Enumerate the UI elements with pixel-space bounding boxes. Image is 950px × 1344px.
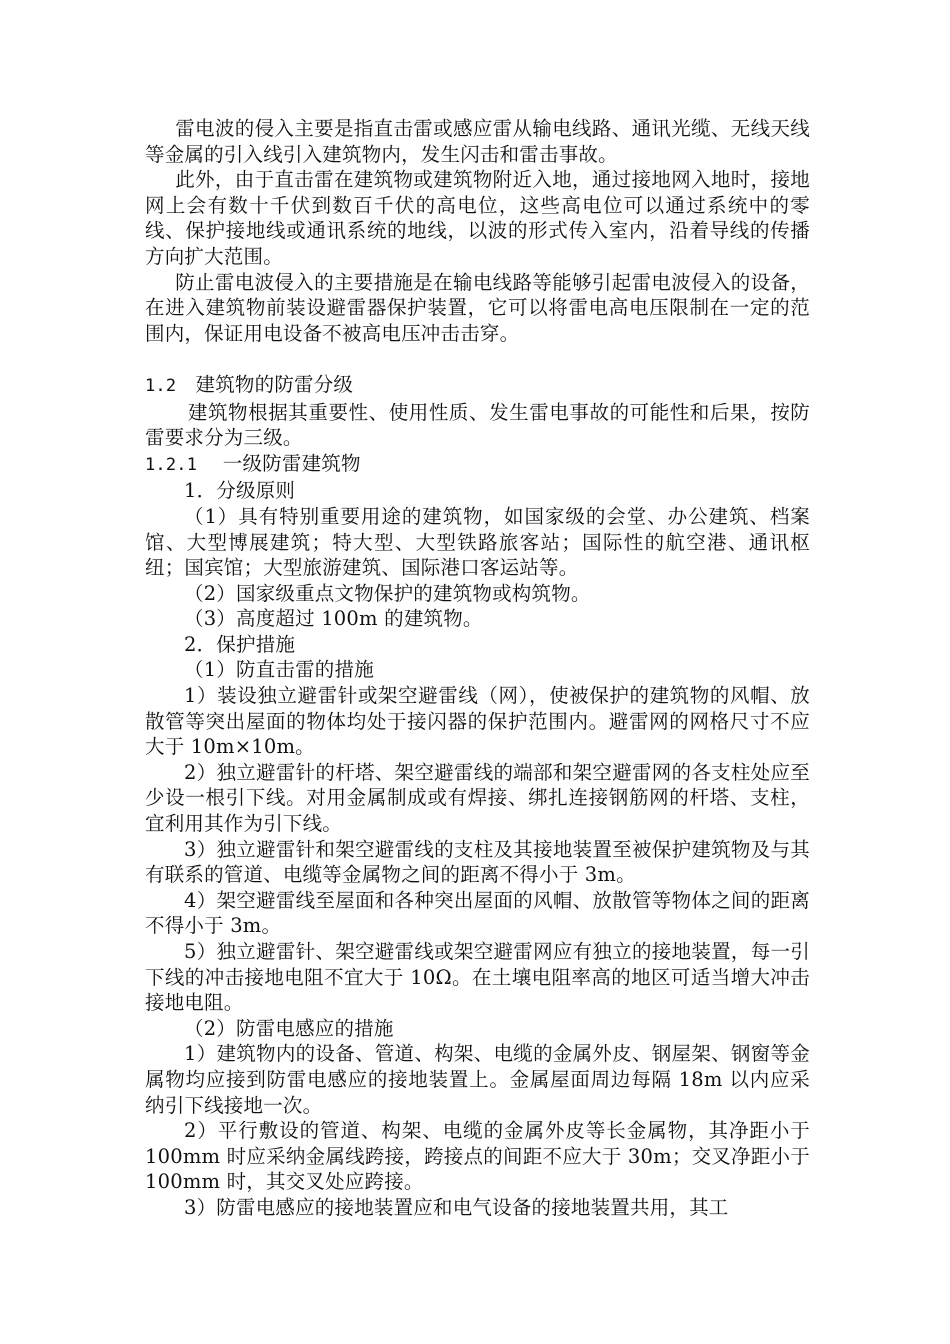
direct-point-4: 4）架空避雷线至屋面和各种突出屋面的风帽、放散管等物体之间的距离不得小于 3m。 bbox=[145, 888, 810, 938]
section-title: 建筑物的防雷分级 bbox=[195, 372, 354, 396]
induction-heading: （2）防雷电感应的措施 bbox=[184, 1016, 394, 1040]
section-number: 1.2.1 bbox=[145, 454, 198, 475]
section-title: 一级防雷建筑物 bbox=[222, 451, 361, 475]
direct-point-5: 5）独立避雷针、架空避雷线或架空避雷网应有独立的接地装置，每一引下线的冲击接地电阻不宜大于 10Ω。在土壤电阻率高的地区可适当增大冲击接地电阻。 bbox=[145, 940, 810, 1015]
induction-point-1: 1）建筑物内的设备、管道、构架、电缆的金属外皮、钢屋架、钢窗等金属物均应接到防雷电感应的接地装置上。金属屋面周边每隔 18m 以内应采纳引下线接地一次。 bbox=[145, 1042, 810, 1117]
blank-line bbox=[145, 346, 810, 372]
intro-paragraph-1: 雷电波的侵入主要是指直击雷或感应雷从输电线路、通讯光缆、无线天线等金属的引入线引入建筑物内，发生闪击和雷击事故。 bbox=[145, 117, 810, 166]
intro-paragraph-3: 防止雷电波侵入的主要措施是在输电线路等能够引起雷电波侵入的设备，在进入建筑物前装设避雷器保护装置，它可以将雷电高电压限制在一定的范围内，保证用电设备不被高电压冲击击穿。 bbox=[145, 270, 810, 345]
document-page bbox=[145, 116, 810, 1221]
section-heading-1-2-1 bbox=[145, 451, 810, 479]
section-1-2-body: 建筑物根据其重要性、使用性质、发生雷电事故的可能性和后果，按防雷要求分为三级。 bbox=[145, 400, 810, 450]
section-number: 1.2 bbox=[145, 375, 177, 396]
section-heading-1-2 bbox=[145, 372, 810, 400]
intro-paragraph-2: 此外，由于直击雷在建筑物或建筑物附近入地，通过接地网入地时，接地网上会有数十千伏到数百千伏的高电位，这些高电位可以通过系统中的零线、保护接地线或通讯系统的地线，以波的形式传入室内，沿着导线的传播方向扩大范围。 bbox=[145, 168, 810, 268]
induction-point-2: 2）平行敷设的管道、构架、电缆的金属外皮等长金属物，其净距小于 100mm 时应采纳金属线跨接，跨接点的间距不应大于 30m；交叉净距小于 100mm 时，其交叉处应跨接。 bbox=[145, 1119, 810, 1194]
direct-point-3: 3）独立避雷针和架空避雷线的支柱及其接地装置至被保护建筑物及与其有联系的管道、电缆等金属物之间的距离不得小于 3m。 bbox=[145, 837, 810, 887]
item-1-point-2: （2）国家级重点文物保护的建筑物或构筑物。 bbox=[184, 581, 591, 605]
direct-lightning-heading: （1）防直击雷的措施 bbox=[184, 658, 374, 682]
item-1-point-3: （3）高度超过 100m 的建筑物。 bbox=[184, 607, 483, 631]
direct-point-1: 1）装设独立避雷针或架空避雷线（网），使被保护的建筑物的风帽、放散管等突出屋面的物体均处于接闪器的保护范围内。避雷网的网格尺寸不应大于 10m×10m。 bbox=[145, 684, 810, 759]
induction-point-3: 3）防雷电感应的接地装置应和电气设备的接地装置共用，其工 bbox=[184, 1195, 729, 1219]
item-1-point-1: （1）具有特别重要用途的建筑物，如国家级的会堂、办公建筑、档案馆、大型博展建筑；特大型、大型铁路旅客站；国际性的航空港、通讯枢纽；国宾馆；大型旅游建筑、国际港口客运站等。 bbox=[145, 504, 810, 580]
item-2-heading: 2．保护措施 bbox=[184, 632, 296, 656]
item-1-heading: 1．分级原则 bbox=[184, 479, 296, 503]
direct-point-2: 2）独立避雷针的杆塔、架空避雷线的端部和架空避雷网的各支柱处应至少设一根引下线。对用金属制成或有焊接、绑扎连接钢筋网的杆塔、支柱，宜利用其作为引下线。 bbox=[145, 760, 810, 836]
